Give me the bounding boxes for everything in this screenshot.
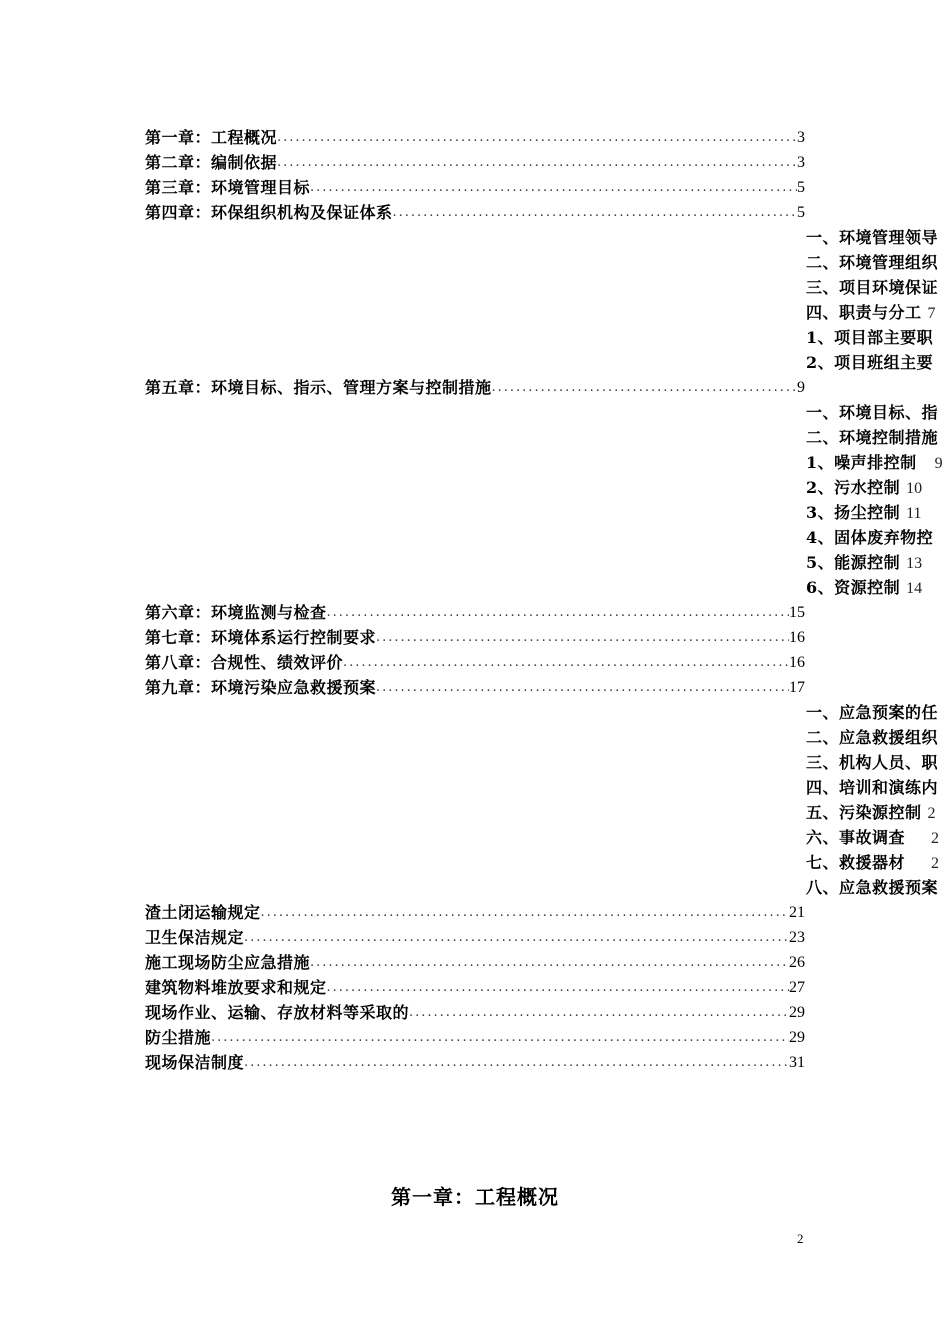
- toc-entry-label: 现场作业、运输、存放材料等采取的: [145, 1003, 410, 1022]
- toc-entry-label: 一、应急预案的任: [806, 703, 939, 722]
- toc-sub-entry[interactable]: [806, 850, 950, 875]
- toc-entry-ch7[interactable]: [145, 625, 805, 650]
- toc-sub-entry[interactable]: [806, 750, 950, 775]
- leader-dots: [244, 925, 789, 950]
- toc-entry-page: 3: [797, 154, 805, 171]
- toc-entry-label: 6、资源控制: [806, 578, 901, 597]
- toc-entry-label: 第四章：环保组织机构及保证体系: [145, 203, 393, 222]
- toc-entry-page: 27: [789, 979, 805, 996]
- toc-entry-label: 七、救援器材: [806, 853, 906, 872]
- toc-sub-entry[interactable]: [806, 425, 950, 450]
- toc-entry-page: 2: [931, 830, 940, 847]
- toc-entry-ch4[interactable]: [145, 200, 805, 225]
- toc-entry-label: 第一章：工程概况: [145, 128, 278, 147]
- toc-entry-ch3[interactable]: [145, 175, 805, 200]
- leader-dots: [327, 600, 789, 625]
- toc-entry-extra[interactable]: [145, 900, 805, 925]
- toc-entry-label: 4、固体废弃物控: [806, 528, 934, 547]
- toc-entry-label: 第九章：环境污染应急救援预案: [145, 678, 377, 697]
- toc-sub-entry[interactable]: [806, 500, 950, 525]
- toc-entry-extra[interactable]: [145, 1025, 805, 1050]
- leader-dots: [492, 375, 797, 400]
- toc-entry-page: 16: [789, 654, 805, 671]
- toc-sub-entry[interactable]: [806, 300, 950, 325]
- toc-entry-label: 第二章：编制依据: [145, 153, 278, 172]
- toc-entry-page: 26: [789, 954, 805, 971]
- toc-entry-label: 2、项目班组主要: [806, 353, 934, 372]
- toc-entry-label: 5、能源控制: [806, 553, 901, 572]
- toc-entry-label: 建筑物料堆放要求和规定: [145, 978, 327, 997]
- toc-sub-entry[interactable]: [806, 725, 950, 750]
- leader-dots: [393, 200, 797, 225]
- toc-sub-entry[interactable]: [806, 875, 950, 900]
- toc-entry-ch5[interactable]: [145, 375, 805, 400]
- toc-entry-label: 六、事故调查: [806, 828, 906, 847]
- toc-entry-page: 7: [927, 305, 936, 322]
- toc-entry-page: 23: [789, 929, 805, 946]
- toc-entry-page: 29: [789, 1004, 805, 1021]
- leader-dots: [277, 125, 797, 150]
- leader-dots: [343, 650, 789, 675]
- leader-dots: [376, 625, 789, 650]
- toc-sub-entry[interactable]: [806, 325, 950, 350]
- toc-sub-entry[interactable]: [806, 700, 950, 725]
- toc-entry-extra[interactable]: [145, 925, 805, 950]
- toc-entry-label: 二、应急救援组织: [806, 728, 939, 747]
- toc-entry-extra[interactable]: [145, 1050, 805, 1075]
- toc-entry-label: 四、培训和演练内: [806, 778, 939, 797]
- toc-entry-label: 3、扬尘控制: [806, 503, 901, 522]
- toc-entry-page: 2: [927, 805, 936, 822]
- leader-dots: [211, 1025, 789, 1050]
- leader-dots: [409, 1000, 789, 1025]
- leader-dots: [310, 950, 789, 975]
- toc-entry-ch6[interactable]: [145, 600, 805, 625]
- toc-sub-entry[interactable]: [806, 350, 950, 375]
- toc-sub-entry[interactable]: [806, 575, 950, 600]
- leader-dots: [244, 1050, 789, 1075]
- toc-sub-entry[interactable]: [806, 250, 950, 275]
- toc-entry-label: 渣土闭运输规定: [145, 903, 261, 922]
- toc-entry-page: 16: [789, 629, 805, 646]
- toc-entry-page: 9: [934, 455, 943, 472]
- leader-dots: [327, 975, 789, 1000]
- toc-entry-label: 防尘措施: [145, 1028, 212, 1047]
- toc-entry-label: 1、项目部主要职: [806, 328, 934, 347]
- toc-entry-extra[interactable]: [145, 950, 805, 975]
- toc-entry-page: 9: [797, 379, 805, 396]
- toc-sub-entry[interactable]: [806, 225, 950, 250]
- toc-entry-label: 第六章：环境监测与检查: [145, 603, 327, 622]
- toc-entry-label: 施工现场防尘应急措施: [145, 953, 311, 972]
- toc-entry-page: 14: [906, 580, 923, 597]
- toc-entry-page: 11: [906, 505, 922, 522]
- toc-entry-page: 2: [931, 855, 940, 872]
- toc-sub-entry[interactable]: [806, 450, 950, 475]
- toc-entry-ch9[interactable]: [145, 675, 805, 700]
- toc-entry-label: 二、环境管理组织: [806, 253, 939, 272]
- toc-sub-entry[interactable]: [806, 775, 950, 800]
- toc-entry-page: 31: [789, 1054, 805, 1071]
- toc-sub-entry[interactable]: [806, 475, 950, 500]
- toc-entry-label: 第五章：环境目标、指示、管理方案与控制措施: [145, 378, 492, 397]
- toc-sub-entry[interactable]: [806, 550, 950, 575]
- page-number: 2: [797, 1231, 804, 1246]
- toc-sub-entry[interactable]: [806, 825, 950, 850]
- toc-entry-page: 17: [789, 679, 805, 696]
- toc-entry-label: 三、项目环境保证: [806, 278, 939, 297]
- toc-entry-page: 29: [789, 1029, 805, 1046]
- toc-entry-page: 15: [789, 604, 805, 621]
- toc-entry-ch2[interactable]: [145, 150, 805, 175]
- toc-entry-label: 卫生保洁规定: [145, 928, 245, 947]
- toc-entry-label: 第七章：环境体系运行控制要求: [145, 628, 377, 647]
- toc-entry-ch8[interactable]: [145, 650, 805, 675]
- toc-entry-extra[interactable]: [145, 975, 805, 1000]
- toc-entry-label: 第八章：合规性、绩效评价: [145, 653, 344, 672]
- toc-entry-label: 一、环境目标、指: [806, 403, 939, 422]
- toc-sub-entry[interactable]: [806, 800, 950, 825]
- toc-entry-page: 21: [789, 904, 805, 921]
- toc-entry-page: 3: [797, 129, 805, 146]
- chapter-heading: 第一章：工程概况: [391, 1185, 559, 1209]
- toc-entry-label: 四、职责与分工: [806, 303, 922, 322]
- toc-entry-label: 2、污水控制: [806, 478, 901, 497]
- leader-dots: [261, 900, 789, 925]
- toc-sub-entry[interactable]: [806, 400, 950, 425]
- leader-dots: [310, 175, 797, 200]
- toc-entry-page: 10: [906, 480, 923, 497]
- toc-entry-label: 五、污染源控制: [806, 803, 922, 822]
- toc-entry-ch1[interactable]: [145, 125, 805, 150]
- toc-entry-extra[interactable]: [145, 1000, 805, 1025]
- toc-entry-label: 一、环境管理领导: [806, 228, 939, 247]
- toc-entry-label: 1、噪声排控制: [806, 453, 917, 472]
- toc-entry-page: 5: [797, 179, 805, 196]
- toc-sub-entry[interactable]: [806, 525, 950, 550]
- toc-entry-label: 八、应急救援预案: [806, 878, 939, 897]
- toc-sub-entry[interactable]: [806, 275, 950, 300]
- toc-entry-label: 三、机构人员、职: [806, 753, 939, 772]
- leader-dots: [277, 150, 797, 175]
- toc-entry-label: 第三章：环境管理目标: [145, 178, 311, 197]
- toc-entry-label: 现场保洁制度: [145, 1053, 245, 1072]
- leader-dots: [376, 675, 789, 700]
- toc-entry-page: 13: [906, 555, 923, 572]
- toc-entry-label: 二、环境控制措施: [806, 428, 939, 447]
- toc-entry-page: 5: [797, 204, 805, 221]
